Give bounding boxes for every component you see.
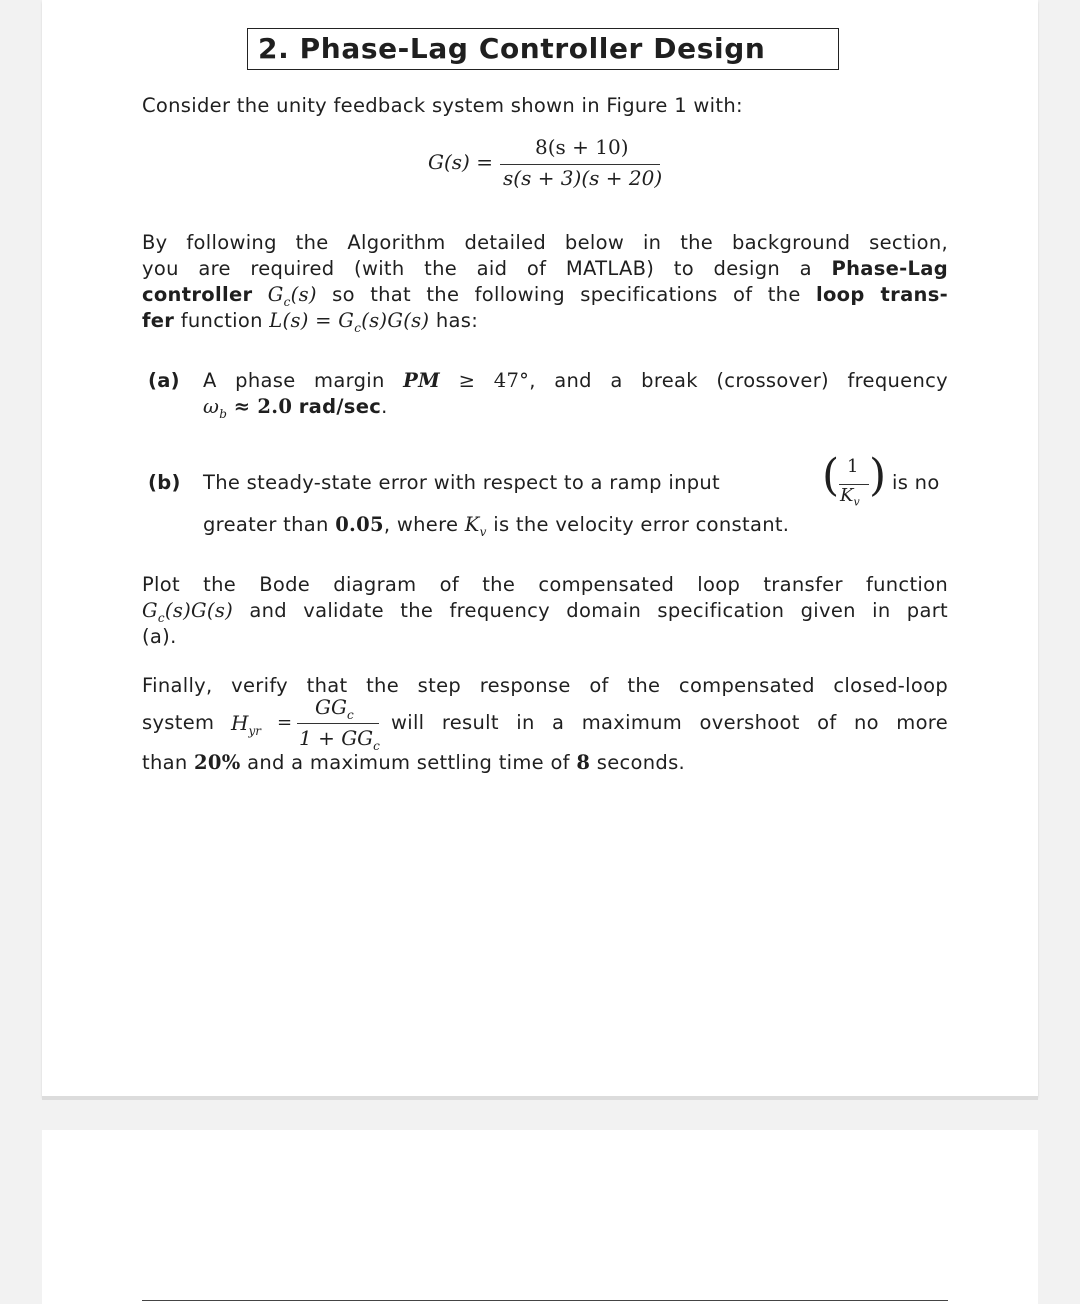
para3-line-3 [142,751,685,774]
page-2-rule [142,1300,948,1301]
spec-b-line-2 [203,513,789,539]
paragraph-bode [142,572,948,624]
para1-line-4 [142,308,478,341]
hyr-frac-num [315,695,354,722]
spec-b-frac-num: 1 [847,456,859,477]
controller-term: controller [142,283,253,306]
hyr-frac-bar [297,723,379,724]
seconds-word: seconds. [596,751,686,774]
pm-value: ≥ 47° [458,369,530,392]
spec-a-text: A phase margin [203,369,385,392]
para2-line-1: Plot the Bode diagram of the compensated loop transfer function [142,573,948,596]
hyr-frac-den [299,726,380,753]
plant-denominator-text: s(s + 3)(s + 20) [503,166,663,190]
gc-letter: G [267,283,284,306]
hyr-num-text: GG [315,695,347,719]
phase-lag-term: Phase-Lag [831,257,949,280]
paragraph-design-task [142,230,948,308]
kv-letter: K [464,513,480,536]
plant-lhs-text: G(s) = [428,150,493,174]
pm-symbol: PM [403,369,441,392]
left-paren-icon: ( [822,450,840,501]
fer-term: fer [142,309,175,332]
para2-line-2-text: and validate the frequency domain specification given in part [249,599,948,622]
loop-eq-lhs: L(s) = G [269,309,355,332]
h-sub: yr [248,724,261,738]
spec-b-text-2: , where [383,513,459,536]
gcg-arg: (s)G(s) [164,599,234,622]
loop-transfer-term: loop trans- [815,283,949,306]
hyr-symbol [231,711,261,738]
spec-b-line-1-end: is no [892,471,940,494]
section-title: 2. Phase-Lag Controller Design [247,28,839,70]
intro-text: Consider the unity feedback system shown in Figure 1 with: [142,94,743,117]
omega-subscript: b [219,406,228,421]
hyr-den-sub: c [373,739,380,753]
loop-eq-sub: c [354,320,362,335]
spec-b-frac-den [840,485,860,509]
hyr-equals: = [277,712,293,733]
plant-lhs [428,150,493,174]
spec-b-line-1: The steady-state error with respect to a ramp input [203,471,721,494]
kv-symbol [464,513,487,539]
kv-frac-sub: v [853,495,860,509]
gc-subscript: c [283,294,291,309]
plant-numerator: 8(s + 10) [535,135,629,159]
para2-line-2 [142,598,948,624]
loop-equation [269,309,430,335]
gc-symbol [267,283,317,309]
h-letter: H [231,711,249,735]
plant-denominator [503,166,662,190]
omega-symbol: ω [203,395,220,418]
has-word: has: [435,309,479,332]
kv-frac-letter: K [840,485,854,506]
para3-line-3-text: and a maximum settling time of [247,751,570,774]
settling-value: 8 [576,751,591,774]
page-separator [42,1096,1038,1100]
spec-a-line-2 [203,395,388,421]
spec-b-label: (b) [148,471,181,494]
spec-a-label: (a) [148,369,180,392]
overshoot-value: 20% [194,751,241,774]
hyr-num-sub: c [346,708,354,722]
unit-text: rad/sec [298,395,382,418]
right-paren-icon: ) [869,450,887,501]
gcg-letter: G [142,599,158,622]
gcg-sub: c [157,610,165,625]
para1-line-1: By following the Algorithm detailed below in the background section, [142,231,948,254]
para2-line-3: (a). [142,625,177,648]
error-value: 0.05 [335,513,384,536]
spec-a-line-1 [203,369,948,392]
gc-arg: (s) [290,283,317,306]
kv-sub: v [479,524,487,539]
than-word: than [142,751,188,774]
para1-line-2 [142,256,948,282]
paragraph-step-response [142,673,948,699]
para1-line-2-text: you are required (with the aid of MATLAB) to design a [142,257,812,280]
para1-line-3-text: so that the following specifications of the [332,283,801,306]
omega-value: ≈ 2.0 [233,395,293,418]
hyr-den-text: 1 + GG [299,726,374,750]
para3-line-2-rest: will result in a maximum overshoot of no more [391,711,948,734]
para3-system-word: system [142,711,215,734]
function-word: function [180,309,263,332]
spec-a-end: . [381,395,388,418]
para1-line-3 [142,282,948,308]
para3-line-1: Finally, verify that the step response of the compensated closed-loop [142,674,948,697]
spec-b-text: greater than [203,513,329,536]
loop-eq-rhs: (s)G(s) [361,309,430,332]
spec-a-text-2: , and a break (crossover) frequency [529,369,948,392]
gcg-symbol [142,599,234,625]
spec-b-text-3: is the velocity error constant. [493,513,790,536]
document-page-2 [42,1130,1038,1304]
